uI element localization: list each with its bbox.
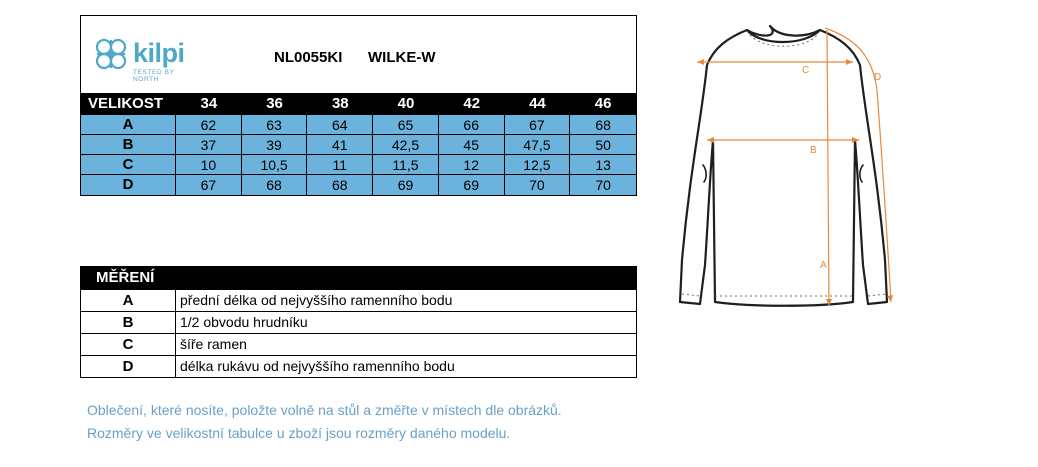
size-header: 38 [307,93,373,115]
size-table [80,15,637,196]
product-header [81,16,636,93]
measurement-desc: šíře ramen [180,336,247,352]
measure-line-d [825,28,891,302]
table-cell: 41 [307,135,373,155]
measurement-key: D [81,356,176,377]
label-b: B [810,145,817,156]
table-cell: 10,5 [242,155,308,175]
table-cell: 42,5 [373,135,439,155]
size-header-label: VELIKOST [81,93,176,115]
table-cell: 10 [176,155,242,175]
table-cell: 12 [439,155,505,175]
table-cell: 68 [570,115,636,135]
size-header: 36 [242,93,308,115]
size-header: 46 [570,93,636,115]
brand-tagline: TESTED BY NORTH [133,69,175,83]
brand-name: kilpi [133,38,185,68]
label-c: C [802,65,810,76]
size-grid [81,93,636,195]
table-cell: 64 [307,115,373,135]
measurement-row [81,333,636,355]
size-header: 44 [505,93,571,115]
measure-line-a [827,30,829,306]
product-code: NL0055KI [274,49,343,66]
measurement-row [81,311,636,333]
measurement-key: A [81,290,176,311]
measurement-key: B [81,312,176,333]
row-label: C [81,155,176,175]
table-cell: 65 [373,115,439,135]
table-cell: 68 [307,175,373,195]
table-cell: 69 [439,175,505,195]
row-label: D [81,175,176,195]
measurement-title: MĚŘENÍ [81,267,176,289]
table-cell: 47,5 [505,135,571,155]
table-cell: 69 [373,175,439,195]
measurement-desc: 1/2 obvodu hrudníku [180,314,308,330]
table-cell: 70 [570,175,636,195]
size-header: 42 [439,93,505,115]
table-cell: 66 [439,115,505,135]
table-cell: 45 [439,135,505,155]
product-name: WILKE-W [368,49,436,66]
instruction-note: Oblečení, které nosíte, položte volně na stůl a změřte v místech dle obrázků. [87,402,562,418]
measurement-key: C [81,334,176,355]
celtic-knot-icon [91,34,131,74]
size-header: 40 [373,93,439,115]
measurement-desc: délka rukávu od nejvyššího ramenního bodu [180,358,455,374]
table-cell: 37 [176,135,242,155]
table-cell: 70 [505,175,571,195]
table-cell: 63 [242,115,308,135]
table-cell: 67 [505,115,571,135]
label-a: A [820,260,827,271]
measurement-header [81,267,636,289]
size-header: 34 [176,93,242,115]
table-cell: 68 [242,175,308,195]
table-cell: 11 [307,155,373,175]
table-cell: 13 [570,155,636,175]
measurement-table [80,266,637,378]
kilpi-logo [91,34,201,84]
table-cell: 67 [176,175,242,195]
table-cell: 62 [176,115,242,135]
table-cell: 11,5 [373,155,439,175]
table-cell: 50 [570,135,636,155]
table-cell: 39 [242,135,308,155]
measurement-row [81,355,636,377]
garment-diagram [655,20,895,320]
shirt-outline [680,26,887,306]
instruction-note: Rozměry ve velikostní tabulce u zboží jsou rozměry daného modelu. [87,425,511,441]
label-d: D [874,72,882,83]
measurement-desc: přední délka od nejvyššího ramenního bodu [180,292,453,308]
table-cell: 12,5 [505,155,571,175]
row-label: B [81,135,176,155]
measurement-row [81,289,636,311]
row-label: A [81,115,176,135]
